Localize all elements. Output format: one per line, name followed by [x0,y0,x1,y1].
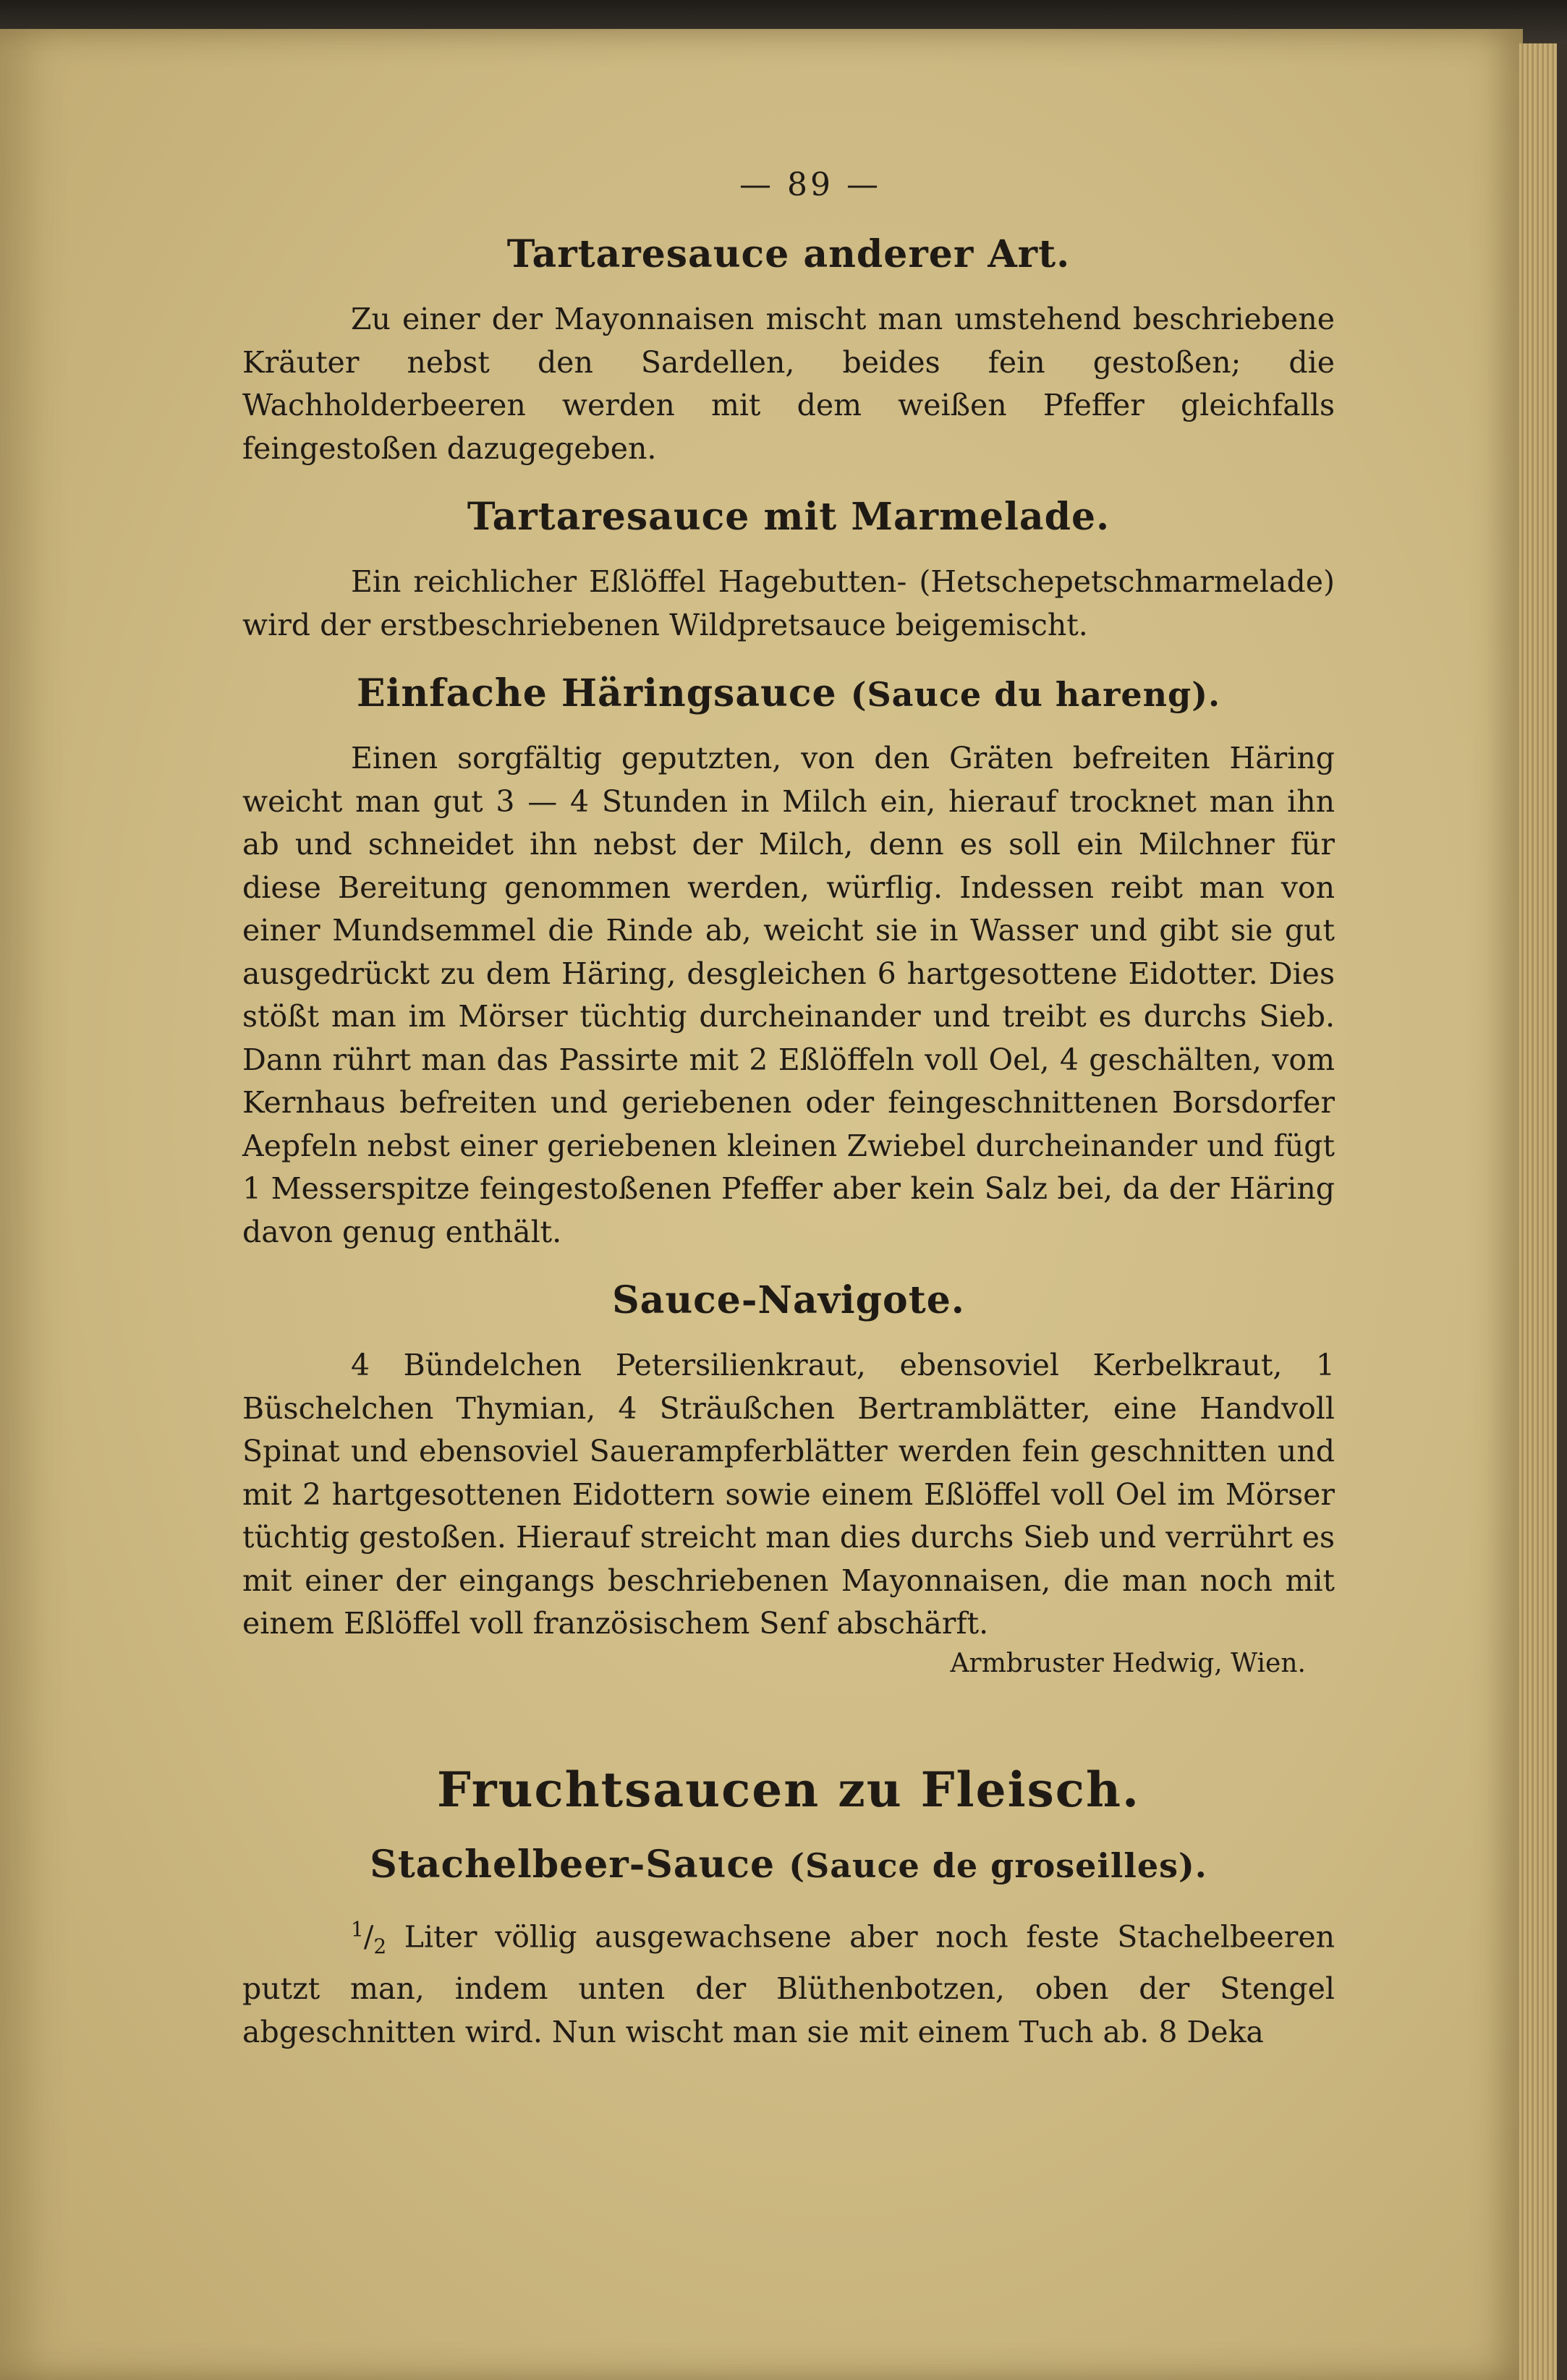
section-title-haeringsauce [242,671,1335,715]
section-title-tartaresauce-anderer-art: Tartaresauce anderer Art. [506,232,1071,276]
page-number: — 89 — [739,166,881,203]
section-text-tartaresauce-mit-marmelade: Ein reichlicher Eßlöffel Hagebutten- (Hetschepetschmarmelade) wird der erstbeschriebenen Wildpretsauce beigemischt. [242,564,1335,642]
section-title-stachelbeer-sauce [242,1843,1335,1887]
chapter-title: Fruchtsaucen zu Fleisch. [437,1761,1140,1818]
section-title-haeringsauce-sub: (Sauce du hareng). [850,675,1220,714]
section-title-sauce-navigote: Sauce-Navigote. [612,1278,965,1322]
section-title-haeringsauce-main: Einfache Häringsauce [357,671,837,715]
page-stack-edges [1519,43,1567,2380]
section-text-tartaresauce-anderer-art: Zu einer der Mayonnaisen mischt man umstehend beschriebene Kräuter nebst den Sardellen, beides fein gestoßen; die Wachholderbeeren werden mit dem weißen Pfeffer gleichfalls feingestoßen dazugegeben. [242,302,1335,466]
stachelbeer-text: Liter völlig ausgewachsene aber noch feste Stachelbeeren putzt man, indem unten der Blüthenbotzen, oben der Stengel abgeschnitten wird. Nun wischt man sie mit einem Tuch ab. 8 Deka [242,1918,1335,2049]
recipe-signature: Armbruster Hedwig, Wien. [950,1648,1306,1678]
section-title-stachelbeer-main: Stachelbeer-Sauce [370,1842,776,1887]
section-title-stachelbeer-sub: (Sauce de groseilles). [789,1845,1207,1885]
section-title-tartaresauce-mit-marmelade: Tartaresauce mit Marmelade. [467,495,1111,539]
page-content [242,166,1335,2054]
fraction-half: $^1/_2$ [351,1917,387,1958]
section-text-haeringsauce: Einen sorgfältig geputzten, von den Gräten befreiten Häring weicht man gut 3 — 4 Stunden in Milch ein, hierauf trocknet man ihn ab und schneidet ihn nebst der Milch, denn es soll ein Milchner für diese Bereitung genommen werden, würflig. Indessen reibt man von einer Mundsemmel die Rinde ab, weicht sie in Wasser und gibt sie gut ausgedrückt zu dem Häring, desgleichen 6 hartgesottene Eidotter. Dies stößt man im Mörser tüchtig durcheinander und treibt es durchs Sieb. Dann rührt man das Passirte mit 2 Eßlöffeln voll Oel, 4 geschälten, vom Kernhaus befreiten und geriebenen oder feingeschnittenen Borsdorfer Aepfeln nebst einer geriebenen kleinen Zwiebel durcheinander und fügt 1 Messerspitze feingestoßenen Pfeffer aber kein Salz bei, da der Häring davon genug enthält. [242,741,1335,1249]
section-text-stachelbeer-sauce [242,1908,1335,2054]
section-text-sauce-navigote: 4 Bündelchen Petersilienkraut, ebensoviel Kerbelkraut, 1 Büschelchen Thymian, 4 Sträußchen Bertramblätter, eine Handvoll Spinat und ebensoviel Sauerampferblätter werden fein geschnitten und mit 2 hartgesottenen Eidottern sowie einem Eßlöffel voll Oel im Mörser tüchtig gestoßen. Hierauf streicht man dies durchs Sieb und verrührt es mit einer der eingangs beschriebenen Mayonnaisen, die man noch mit einem Eßlöffel voll französischem Senf abschärft. [242,1348,1335,1641]
